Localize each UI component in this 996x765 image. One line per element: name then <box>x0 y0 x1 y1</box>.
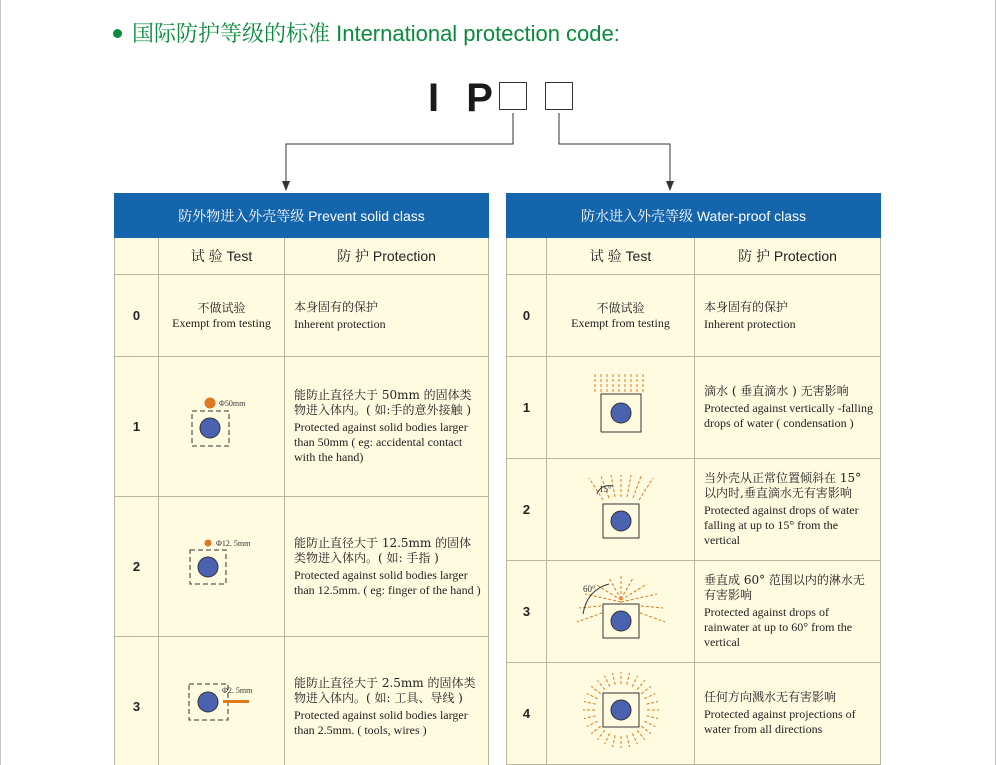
protection-zh: 当外壳从正常位置倾斜在 15° 以内时,垂直滴水无有害影响 <box>704 471 862 500</box>
solid-row-1 <box>115 357 489 497</box>
splash-ray <box>604 676 609 687</box>
ip-code-prefix: I P <box>428 76 501 120</box>
diameter-label: Φ12. 5mm <box>215 539 250 548</box>
level-number: 2 <box>115 497 159 637</box>
solid-table-header: 防外物进入外壳等级 Prevent solid class <box>115 194 489 238</box>
angle-label: 15° <box>598 484 612 494</box>
spray-60-test-icon <box>561 574 681 644</box>
level-number: 3 <box>115 637 159 765</box>
protection-zh: 能防止直径大于 2.5mm 的固体类物进入体内。( 如: 工具、导线 ) <box>294 675 476 705</box>
splash-ray <box>591 686 600 694</box>
diameter-label: Φ50mm <box>218 399 245 408</box>
test-zh: 不做试验 <box>596 300 645 315</box>
level-number: 1 <box>507 357 547 459</box>
splash-ray <box>646 716 658 719</box>
tilt-15-drip-test-icon <box>561 472 681 542</box>
water-row-0 <box>507 275 881 357</box>
water-level-col <box>507 238 547 275</box>
water-row-2 <box>507 459 881 561</box>
splash-ray <box>597 680 605 689</box>
splash-ray <box>584 716 596 719</box>
solid-test-col: 试 验 Test <box>159 238 285 275</box>
water-table-header: 防水进入外壳等级 Water-proof class <box>507 194 881 238</box>
protection-en: Protected against solid bodies larger than 12.5mm. ( eg: finger of the hand ) <box>294 567 481 597</box>
level-number: 0 <box>507 275 547 357</box>
water-row-4 <box>507 663 881 765</box>
splash-ray <box>641 686 650 694</box>
test-en: Exempt from testing <box>571 315 670 330</box>
water-row-1 <box>507 357 881 459</box>
protection-en: Inherent protection <box>704 316 796 331</box>
splash-ray <box>626 735 629 747</box>
solid-12mm-test-icon <box>167 536 277 592</box>
splash-ray <box>644 694 655 699</box>
solid-2mm-test-icon <box>167 679 277 729</box>
protection-en: Protected against solid bodies larger than 2.5mm. ( tools, wires ) <box>294 707 468 737</box>
protection-en: Inherent protection <box>294 316 386 331</box>
level-number: 0 <box>115 275 159 357</box>
splash-ray <box>612 673 615 685</box>
protection-en: Protected against projections of water from all directions <box>704 707 856 736</box>
protection-zh: 滴水 ( 垂直滴水 ) 无害影响 <box>704 384 849 398</box>
water-protection-table <box>506 193 881 765</box>
protection-zh: 能防止直径大于 50mm 的固体类物进入体内。( 如:手的意外接触 ) <box>294 388 472 417</box>
water-test-col: 试 验 Test <box>547 238 695 275</box>
splash-ray <box>584 702 596 705</box>
splash-ray <box>637 730 645 739</box>
solid-protection-table <box>114 193 489 765</box>
protection-en: Protected against drops of rainwater at up to 60° from the vertical <box>704 605 853 649</box>
splash-ray <box>641 726 650 734</box>
protection-zh: 本身固有的保护 <box>704 299 789 314</box>
splash-ray <box>626 673 629 685</box>
protection-en: Protected against vertically -falling drops of water ( condensation ) <box>704 401 873 430</box>
splash-ray <box>637 680 645 689</box>
level-number: 1 <box>115 357 159 497</box>
splash-ray <box>632 676 637 687</box>
splash-ray <box>586 721 597 726</box>
water-row-3 <box>507 561 881 663</box>
solid-row-2 <box>115 497 489 637</box>
splash-ray <box>646 702 658 705</box>
angle-label: 60° <box>582 584 596 594</box>
test-en: Exempt from testing <box>172 315 271 330</box>
solid-protection-col: 防 护 Protection <box>285 238 489 275</box>
solid-row-0 <box>115 275 489 357</box>
splash-ray <box>644 721 655 726</box>
test-zh: 不做试验 <box>197 300 246 315</box>
protection-zh: 任何方向溅水无有害影响 <box>704 690 837 704</box>
connector-lines <box>0 0 996 200</box>
splash-ray <box>586 694 597 699</box>
level-number: 4 <box>507 663 547 765</box>
solid-50mm-test-icon <box>167 394 277 454</box>
splash-ray <box>612 735 615 747</box>
splash-ray <box>604 733 609 744</box>
splash-ray <box>597 730 605 739</box>
water-protection-col: 防 护 Protection <box>695 238 881 275</box>
solid-level-col <box>115 238 159 275</box>
protection-zh: 能防止直径大于 12.5mm 的固体类物进入体内。( 如: 手指 ) <box>294 535 472 565</box>
vertical-drip-test-icon <box>561 372 681 438</box>
protection-en: Protected against solid bodies larger than 50mm ( eg: accidental contact with the hand) <box>294 420 468 464</box>
splash-ray <box>632 733 637 744</box>
solid-row-3 <box>115 637 489 765</box>
protection-zh: 垂直成 60° 范围以内的淋水无有害影响 <box>704 573 865 602</box>
protection-en: Protected against drops of water falling at up to 15° from the vertical <box>704 503 859 547</box>
splash-all-directions-test-icon <box>561 671 681 751</box>
diameter-label: Φ2. 5mm <box>221 686 252 695</box>
section-heading-text: 国际防护等级的标准 International protection code: <box>132 21 620 46</box>
level-number: 2 <box>507 459 547 561</box>
protection-zh: 本身固有的保护 <box>294 299 379 314</box>
level-number: 3 <box>507 561 547 663</box>
splash-ray <box>591 726 600 734</box>
